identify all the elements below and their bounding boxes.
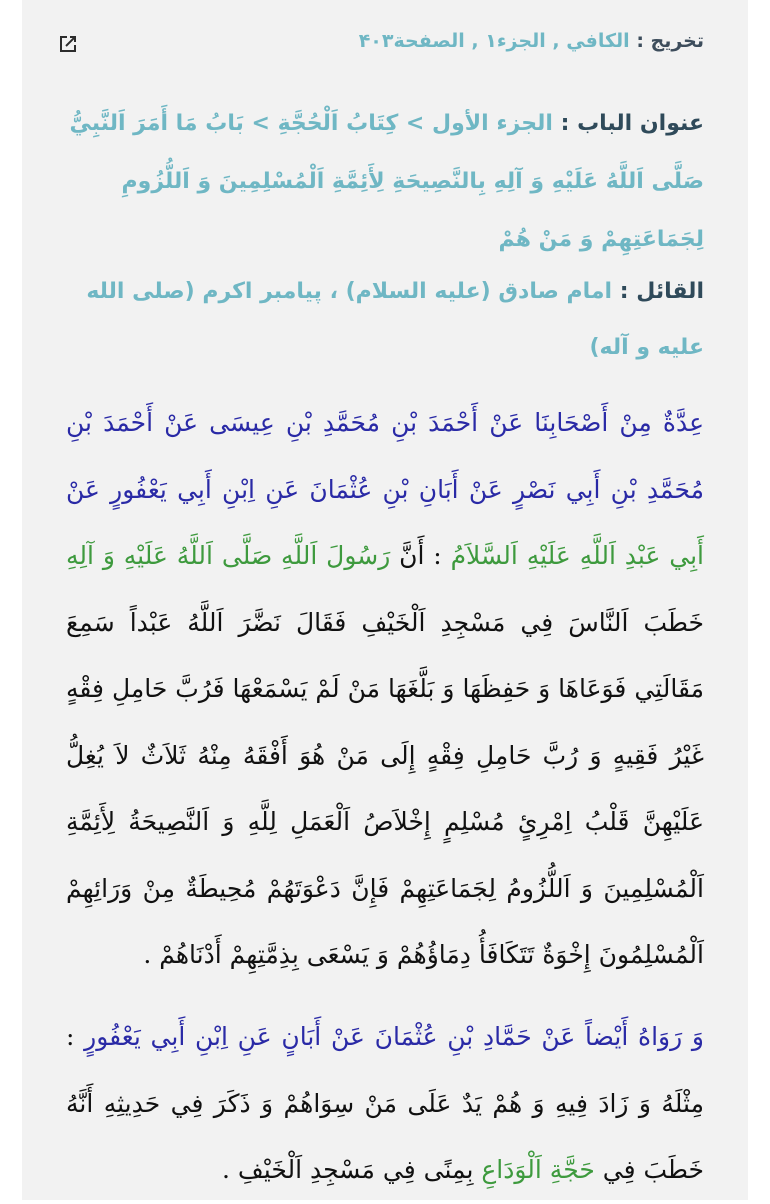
hadith-card (22, 0, 748, 1200)
open-in-new-icon[interactable] (56, 32, 80, 56)
hadith-prophet: رَسُولَ اَللَّهِ صَلَّى اَللَّهُ عَلَيْهِ وَ آلِهِ (66, 541, 391, 570)
takhrij-sep: , (552, 30, 560, 52)
hadith-imam: أَبِي عَبْدِ اَللَّهِ عَلَيْهِ اَلسَّلاَمُ (450, 541, 704, 570)
narrator-row (66, 264, 704, 376)
takhrij-source[interactable]: الكافي (566, 30, 630, 52)
takhrij-label: تخريج : (636, 30, 704, 52)
hadith-isnad: عِدَّةٌ مِنْ أَصْحَابِنَا عَنْ أَحْمَدَ بْنِ مُحَمَّدِ بْنِ عِيسَى عَنْ أَحْمَدَ بْنِ مُحَمَّدِ بْنِ أَبِي نَصْرٍ عَنْ أَبَانِ بْنِ عُثْمَانَ عَنِ اِبْنِ أَبِي يَعْفُورٍ عَنْ (66, 408, 704, 504)
narrator-value[interactable]: امام صادق (علیه السلام) ، پیامبر اکرم (صلی الله علیه و آله) (86, 279, 704, 360)
narrator-label: القائل : (619, 279, 704, 304)
bab-title-row (66, 95, 704, 269)
takhrij-sep-2: , (471, 30, 479, 52)
bab-label: عنوان الباب : (560, 111, 704, 136)
takhrij-row (66, 30, 704, 60)
takhrij-volume[interactable]: الجزء۱ (485, 30, 546, 52)
takhrij-page[interactable]: الصفحة۴۰۳ (358, 30, 465, 52)
hadith-matn: خَطَبَ اَلنَّاسَ فِي مَسْجِدِ اَلْخَيْفِ فَقَالَ نَضَّرَ اَللَّهُ عَبْداً سَمِعَ مَقَالَتِي فَوَعَاهَا وَ حَفِظَهَا وَ بَلَّغَهَا مَنْ لَمْ يَسْمَعْهَا فَرُبَّ حَامِلِ فِقْهٍ غَيْرُ فَقِيهٍ وَ رُبَّ حَامِلِ فِقْهٍ إِلَى مَنْ هُوَ أَفْقَهُ مِنْهُ ثَلاَثٌ لاَ يُغِلُّ عَلَيْهِنَّ قَلْبُ اِمْرِئٍ مُسْلِمٍ إِخْلاَصُ اَلْعَمَلِ لِلَّهِ وَ اَلنَّصِيحَةُ لِأَئِمَّةِ اَلْمُسْلِمِينَ وَ اَللُّزُومُ لِجَمَاعَتِهِمْ فَإِنَّ دَعْوَتَهُمْ مُحِيطَةٌ مِنْ وَرَائِهِمْ اَلْمُسْلِمُونَ إِخْوَةٌ تَتَكَافَأُ دِمَاؤُهُمْ وَ يَسْعَى بِذِمَّتِهِمْ أَدْنَاهُمْ . (66, 607, 704, 969)
hadith2-event: حَجَّةِ اَلْوَدَاعِ (481, 1155, 595, 1184)
hadith-colon: : أَنَّ (390, 541, 451, 570)
hadith-second-chain (66, 1004, 704, 1204)
bab-path[interactable]: الجزء الأول > کِتَابُ اَلْحُجَّةِ > بَابُ مَا أَمَرَ اَلنَّبِيُّ صَلَّى اَللَّهُ عَلَيْهِ وَ آلِهِ بِالنَّصِيحَةِ لِأَئِمَّةِ اَلْمُسْلِمِينَ وَ اَللُّزُومِ لِجَمَاعَتِهِمْ وَ مَنْ هُمْ (69, 111, 704, 252)
hadith2-isnad: وَ رَوَاهُ أَيْضاً عَنْ حَمَّادِ بْنِ عُثْمَانَ عَنْ أَبَانٍ عَنِ اِبْنِ أَبِي يَعْفُورٍ (84, 1022, 704, 1051)
hadith2-matn2: بِمِنًى فِي مَسْجِدِ اَلْخَيْفِ . (222, 1155, 482, 1184)
hadith-text (66, 390, 704, 989)
hadith2-matn1: : مِثْلَهُ وَ زَادَ فِيهِ وَ هُمْ يَدٌ عَلَى مَنْ سِوَاهُمْ وَ ذَكَرَ فِي حَدِيثِهِ أَنَّهُ خَطَبَ فِي (66, 1022, 704, 1184)
